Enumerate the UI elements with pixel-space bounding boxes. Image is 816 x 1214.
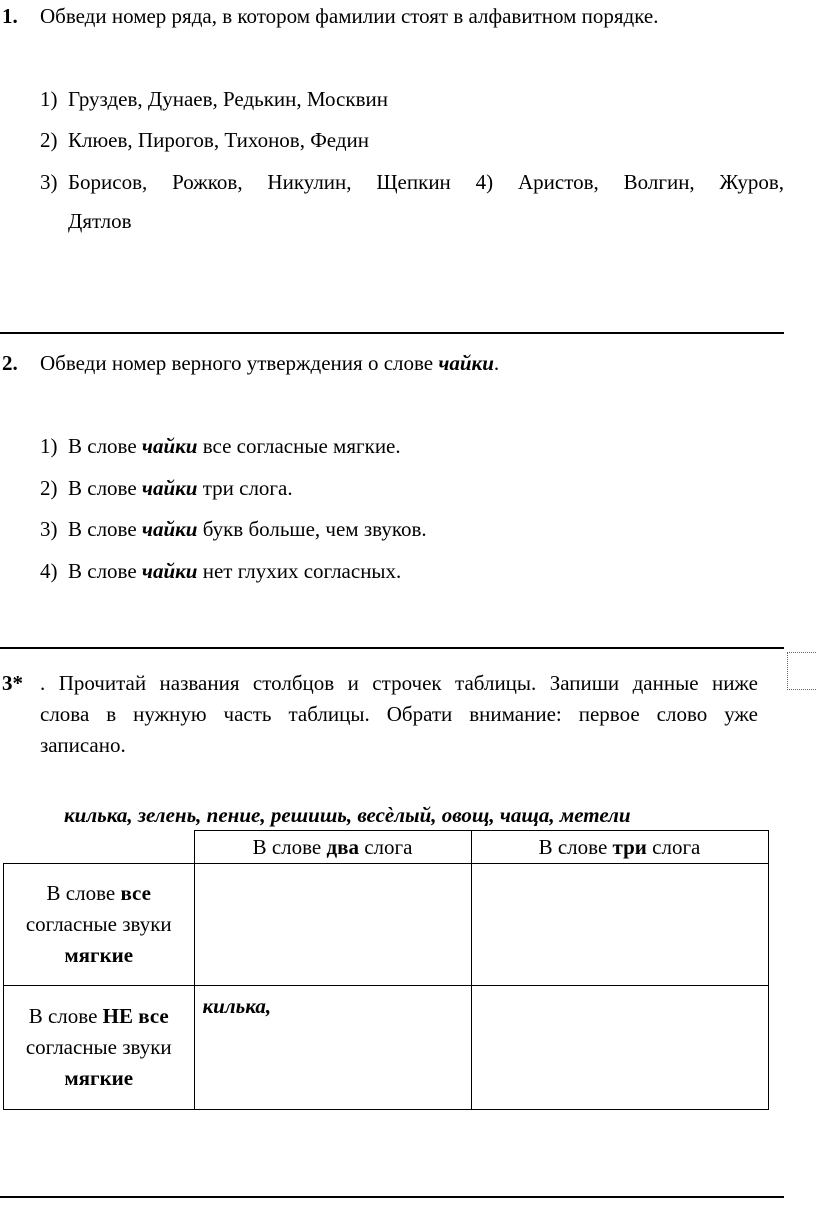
- q3-number: 3*: [2, 671, 23, 695]
- q2-option-1-number: 1): [40, 434, 58, 458]
- q1-option-1-number: 1): [40, 87, 58, 111]
- q2-option-1-text: В слове чайки все согласные мягкие.: [68, 434, 401, 458]
- q1-number: 1.: [2, 4, 18, 28]
- q2-prompt: Обведи номер верного утверждения о слове чайки.: [40, 351, 500, 375]
- q2-option-4-number: 4): [40, 559, 58, 583]
- table-row-all-soft-label: В слове все согласные звуки мягкие: [4, 864, 195, 986]
- divider-2: [0, 647, 784, 649]
- table-header-three-syllables: В слове три слога: [471, 831, 768, 864]
- table-cell-not-all-soft-two[interactable]: [194, 986, 471, 1110]
- q1-option-2-text: Клюев, Пирогов, Тихонов, Федин: [68, 128, 370, 152]
- table-row-not-all-soft-label: В слове НЕ все согласные звуки мягкие: [4, 986, 195, 1110]
- table-cell-not-all-soft-three[interactable]: [471, 986, 768, 1110]
- q3-word-list: килька, зелень, пение, решишь, весѐлый, овощ, чаща, метели: [64, 803, 631, 827]
- q1-option-3-continuation: Дятлов: [68, 209, 132, 233]
- q3-table: [3, 830, 769, 1110]
- q1-prompt: Обведи номер ряда, в котором фамилии стоят в алфавитном порядке.: [40, 4, 659, 28]
- divider-3: [0, 1196, 784, 1198]
- q1-option-1-text: Груздев, Дунаев, Редькин, Москвин: [68, 87, 388, 111]
- table-cell-all-soft-three[interactable]: [471, 864, 768, 986]
- divider-1: [0, 332, 784, 334]
- table-header-two-syllables: В слове два слога: [194, 831, 471, 864]
- table-cell-all-soft-two[interactable]: [194, 864, 471, 986]
- table-entry-word: килька,: [202, 994, 272, 1018]
- q3-line-3: записано.: [40, 733, 126, 757]
- q2-option-3-text: В слове чайки букв больше, чем звуков.: [68, 517, 427, 541]
- q1-option-3-number: 3): [40, 170, 58, 194]
- q2-option-2-number: 2): [40, 476, 58, 500]
- q2-option-2-text: В слове чайки три слога.: [68, 476, 293, 500]
- margin-box: [787, 652, 816, 690]
- q3-line-1: . Прочитай названия столбцов и строчек таблицы. Запиши данные ниже: [40, 671, 758, 695]
- q1-option-2-number: 2): [40, 128, 58, 152]
- q3-line-2: слова в нужную часть таблицы. Обрати внимание: первое слово уже: [40, 702, 758, 726]
- q2-option-3-number: 3): [40, 517, 58, 541]
- q2-option-4-text: В слове чайки нет глухих согласных.: [68, 559, 402, 583]
- table-corner-cell: [4, 831, 195, 864]
- q2-number: 2.: [2, 351, 18, 375]
- q3-prompt: [2, 668, 758, 761]
- q1-option-3-text: Борисов, Рожков, Никулин, Щепкин 4) Аристов, Волгин, Журов,: [68, 170, 784, 194]
